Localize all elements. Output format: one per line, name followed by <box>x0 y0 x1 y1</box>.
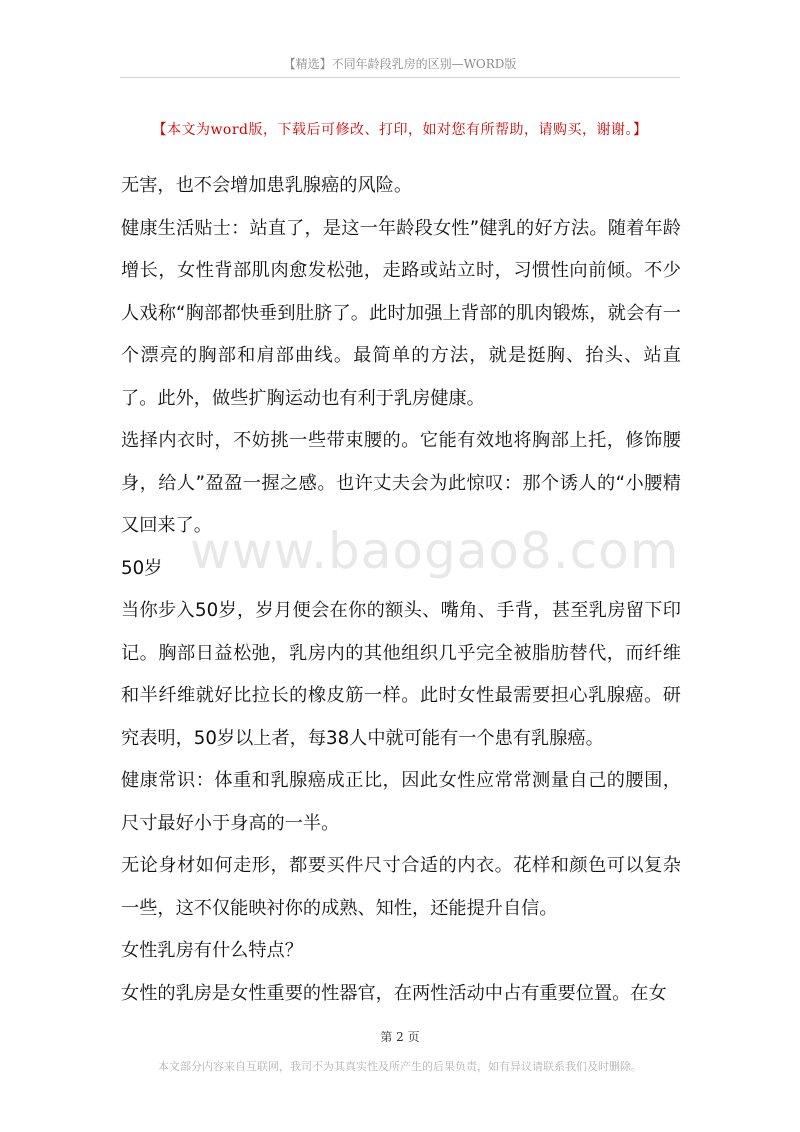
paragraph: 健康常识：体重和乳腺癌成正比，因此女性应常常测量自己的腰围，尺寸最好小于身高的一半。 <box>121 770 681 834</box>
purchase-notice: 【本文为word版，下载后可修改、打印，如对您有所帮助，请购买，谢谢。】 <box>152 122 648 138</box>
footer-disclaimer: 本文部分内容来自互联网，我司不为其真实性及所产生的后果负责，如有异议请联系我们及时删除。 <box>158 1060 642 1073</box>
paragraph: 无论身材如何走形，都要买件尺寸合适的内衣。花样和颜色可以复杂一些，这不仅能映衬你的成熟、知性，还能提升自信。 <box>121 855 681 919</box>
paragraph: 当你步入50岁，岁月便会在你的额头、嘴角、手背，甚至乳房留下印记。胸部日益松弛，乳房内的其他组织几乎完全被脂肪替代，而纤维和半纤维就好比拉长的橡皮筋一样。此时女性最需要担心乳腺癌。研究表明，50岁以上者，每38人中就可能有一个患有乳腺癌。 <box>121 600 681 749</box>
paragraph: 健康生活贴士：站直了，是这一年龄段女性”健乳的好方法。随着年龄增长，女性背部肌肉愈发松弛，走路或站立时，习惯性向前倾。不少人戏称“胸部都快垂到肚脐了。此时加强上背部的肌肉锻炼，就会有一个漂亮的胸部和肩部曲线。最简单的方法，就是挺胸、抬头、站直了。此外，做些扩胸运动也有利于乳房健康。 <box>121 217 681 409</box>
header-divider <box>120 77 680 78</box>
page-number: 第 2 页 <box>380 1030 420 1044</box>
section-heading: 女性乳房有什么特点？ <box>121 940 303 961</box>
paragraph: 选择内衣时，不妨挑一些带束腰的。它能有效地将胸部上托，修饰腰身，给人”盈盈一握之感。也许丈夫会为此惊叹：那个诱人的“小腰精又回来了。 <box>121 430 681 536</box>
paragraph: 女性的乳房是女性重要的性器官，在两性活动中占有重要位置。在女 <box>121 982 667 1004</box>
paragraph: 无害，也不会增加患乳腺癌的风险。 <box>121 175 413 196</box>
section-heading: 50岁 <box>121 557 163 579</box>
watermark-text: www.baogao8.com <box>190 522 680 580</box>
document-body <box>121 165 681 1015</box>
page-header-title: 【精选】不同年龄段乳房的区别—WORD版 <box>283 57 517 71</box>
